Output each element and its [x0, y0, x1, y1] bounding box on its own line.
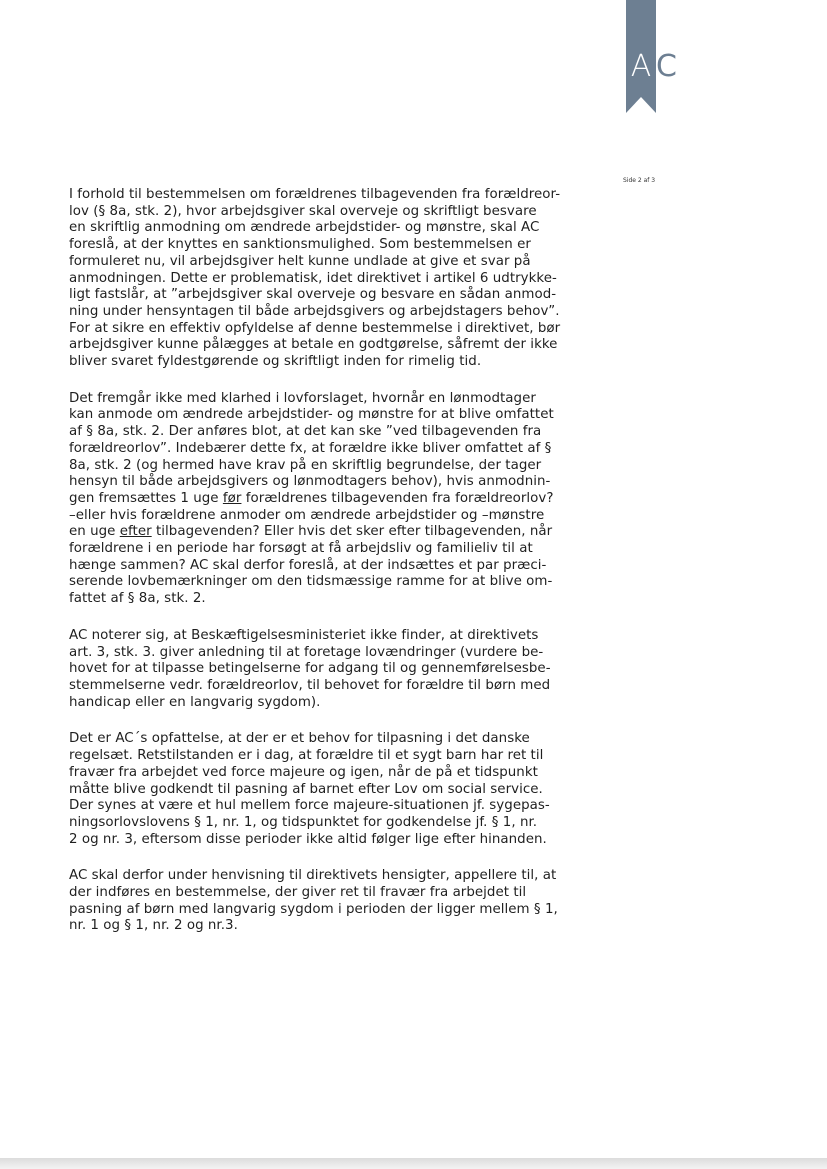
text-line: måtte blive godkendt til pasning af barnet efter Lov om social service.: [69, 781, 543, 797]
text-line: forældreorlov”. Indebærer dette fx, at forældre ikke bliver omfattet af §: [69, 440, 552, 456]
text-line: 2 og nr. 3, eftersom disse perioder ikke altid følger lige efter hinanden.: [69, 831, 547, 847]
text-line: pasning af børn med langvarig sygdom i perioden der ligger mellem § 1,: [69, 901, 558, 917]
text-line: I forhold til bestemmelsen om forældrenes tilbagevenden fra forældreor-: [69, 187, 561, 202]
text-line: foreslå, at der knyttes en sanktionsmulighed. Som bestemmelsen er: [69, 237, 531, 253]
text-line: Det fremgår ikke med klarhed i lovforslaget, hvornår en lønmodtager: [69, 390, 536, 406]
text-line: [69, 491, 589, 508]
text-line: serende lovbemærkninger om den tidsmæssige ramme for at blive om-: [69, 574, 553, 590]
page-number: Side 2 af 3: [623, 177, 656, 184]
text-line: arbejdsgiver kunne pålægges at betale en godtgørelse, såfremt der ikke: [69, 337, 558, 353]
text-fragment: en uge: [69, 524, 120, 540]
text-line: Det er AC´s opfattelse, at der er et behov for tilpasning i det danske: [69, 731, 530, 747]
text-line: AC skal derfor under henvisning til direktivets hensigter, appellere til, at: [69, 868, 557, 884]
text-line: [69, 524, 589, 541]
text-line: lov (§ 8a, stk. 2), hvor arbejdsgiver skal overveje og skriftligt besvare: [69, 203, 537, 219]
paragraph-2: [69, 391, 589, 608]
text-fragment: gen fremsættes 1 uge: [69, 490, 223, 506]
text-line: forældrene i en periode har forsøgt at få arbejdsliv og familieliv til at: [69, 541, 533, 557]
text-line: Der synes at være et hul mellem force majeure-situationen jf. sygepas-: [69, 798, 550, 814]
text-line: stemmelserne vedr. forældreorlov, til behovet for forældre til børn med: [69, 677, 551, 693]
underlined-word: før: [222, 490, 242, 506]
text-line: 8a, stk. 2 (og hermed have krav på en skriftlig begrundelse, der tager: [69, 457, 542, 473]
text-line: fravær fra arbejdet ved force majeure og igen, når de på et tidspunkt: [69, 764, 538, 780]
text-line: fattet af § 8a, stk. 2.: [69, 591, 206, 607]
text-line: AC noterer sig, at Beskæftigelsesministeriet ikke finder, at direktivets: [69, 627, 539, 643]
text-line: formuleret nu, vil arbejdsgiver helt kunne undlade at give et svar på: [69, 253, 531, 269]
text-line: der indføres en bestemmelse, der giver ret til fravær fra arbejdet til: [69, 885, 527, 901]
text-line: ligt fastslår, at ”arbejdsgiver skal overveje og besvare en sådan anmod-: [69, 287, 557, 303]
text-line: hovet for at tilpasse betingelserne for adgang til og gennemførelsesbe-: [69, 661, 551, 677]
text-line: –eller hvis forældrene anmoder om ændrede arbejdstider og –mønstre: [69, 507, 545, 523]
paragraph-4: [69, 731, 589, 848]
paragraph-1: [69, 187, 589, 371]
paragraph-3: [69, 628, 589, 712]
letter-body: [69, 187, 589, 955]
text-line: nr. 1 og § 1, nr. 2 og nr.3.: [69, 918, 238, 934]
text-line: hænge sammen? AC skal derfor foreslå, at der indsættes et par præci-: [69, 557, 547, 573]
text-line: hensyn til både arbejdsgivers og lønmodtagers behov), hvis anmodnin-: [69, 474, 551, 490]
text-line: art. 3, stk. 3. giver anledning til at foretage lovændringer (vurdere be-: [69, 644, 544, 660]
text-line: ning under hensyntagen til både arbejdsgivers og arbejdstagers behov”.: [69, 303, 560, 319]
logo-letter-c: C: [656, 49, 677, 84]
text-fragment: forældrenes tilbagevenden fra forældreorlov?: [241, 490, 554, 506]
text-line: anmodningen. Dette er problematisk, idet direktivet i artikel 6 udtrykke-: [69, 270, 557, 286]
page-bottom-edge: [0, 1158, 827, 1169]
logo-letter-a: A: [630, 49, 652, 84]
text-line: ningsorlovslovens § 1, nr. 1, og tidspunktet for godkendelse jf. § 1, nr.: [69, 814, 538, 830]
text-line: bliver svaret fyldestgørende og skriftligt inden for rimelig tid.: [69, 354, 482, 370]
underlined-word: efter: [119, 524, 152, 540]
paragraph-5: [69, 868, 589, 935]
text-line: kan anmode om ændrede arbejdstider- og mønstre for at blive omfattet: [69, 407, 554, 423]
text-line: en skriftlig anmodning om ændrede arbejdstider- og mønstre, skal AC: [69, 220, 540, 236]
text-line: For at sikre en effektiv opfyldelse af denne bestemmelse i direktivet, bør: [69, 320, 561, 336]
text-line: handicap eller en langvarig sygdom).: [69, 694, 321, 710]
text-line: regelsæt. Retstilstanden er i dag, at forældre til et sygt barn har ret til: [69, 748, 544, 764]
text-line: af § 8a, stk. 2. Der anføres blot, at det kan ske ”ved tilbagevenden fra: [69, 424, 542, 440]
text-fragment: tilbagevenden? Eller hvis det sker efter tilbagevenden, når: [151, 524, 553, 540]
